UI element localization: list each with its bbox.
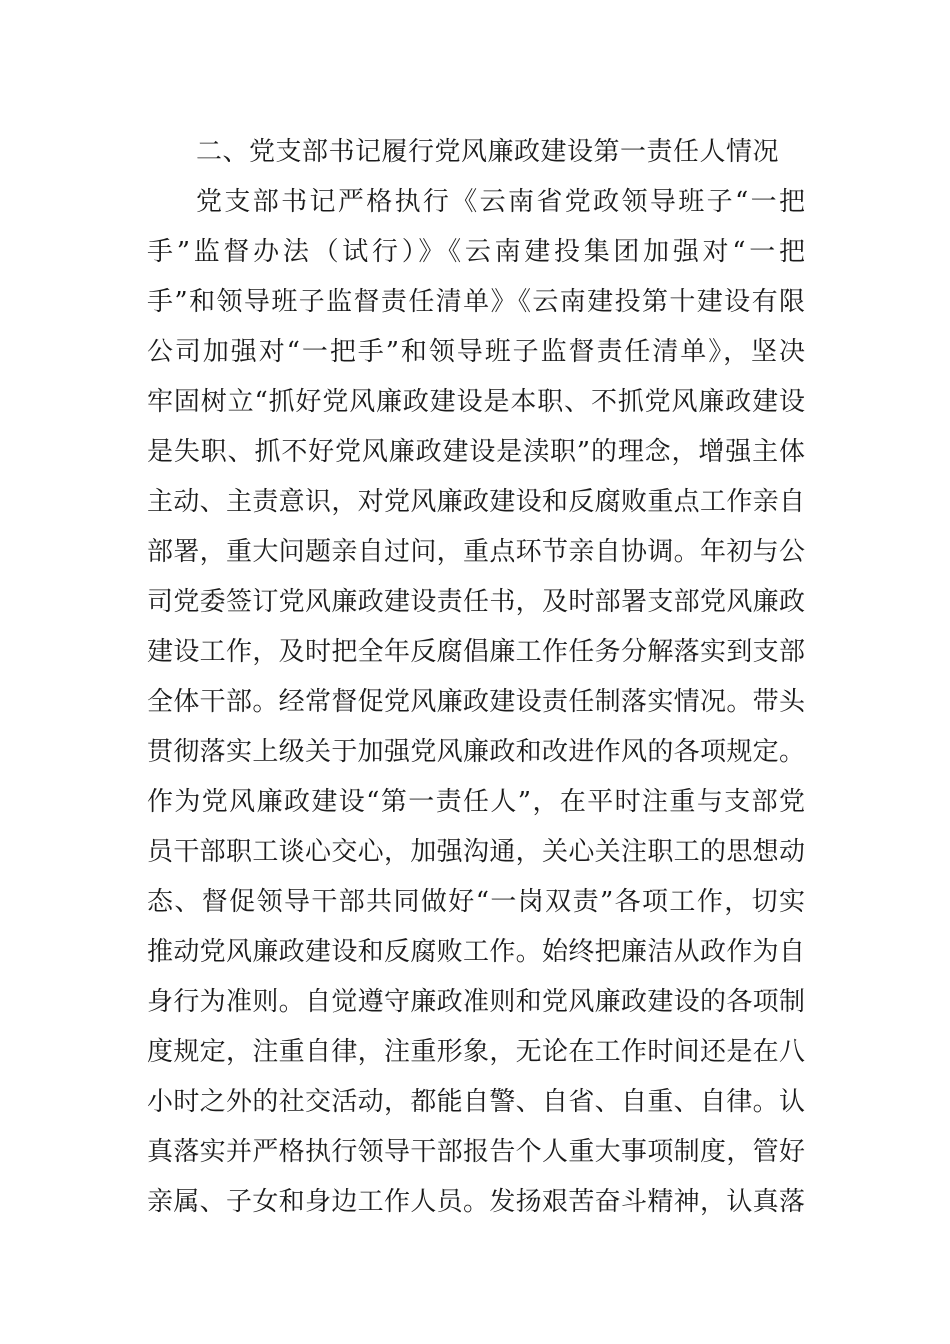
paragraph-line: 主动、主责意识，对党风廉政建设和反腐败重点工作亲自 bbox=[147, 487, 805, 517]
paragraph-line: 全体干部。经常督促党风廉政建设责任制落实情况。带头 bbox=[147, 687, 805, 717]
paragraph-line: 部署，重大问题亲自过问，重点环节亲自协调。年初与公 bbox=[147, 537, 805, 567]
paragraph-line: 度规定，注重自律，注重形象，无论在工作时间还是在八 bbox=[147, 1037, 805, 1067]
section-heading: 二、党支部书记履行党风廉政建设第一责任人情况 bbox=[196, 137, 780, 167]
paragraph-line: 亲属、子女和身边工作人员。发扬艰苦奋斗精神，认真落 bbox=[147, 1187, 805, 1217]
paragraph-line: 贯彻落实上级关于加强党风廉政和改进作风的各项规定。 bbox=[147, 737, 805, 767]
paragraph-line: 手”和领导班子监督责任清单》《云南建投第十建设有限 bbox=[147, 287, 805, 317]
paragraph-line: 公司加强对“一把手”和领导班子监督责任清单》，坚决 bbox=[147, 337, 805, 367]
paragraph-line: 员干部职工谈心交心，加强沟通，关心关注职工的思想动 bbox=[147, 837, 805, 867]
paragraph-line: 建设工作，及时把全年反腐倡廉工作任务分解落实到支部 bbox=[147, 637, 805, 667]
paragraph-line: 小时之外的社交活动，都能自警、自省、自重、自律。认 bbox=[147, 1087, 805, 1117]
paragraph-line: 司党委签订党风廉政建设责任书，及时部署支部党风廉政 bbox=[147, 587, 805, 617]
paragraph-line: 态、督促领导干部共同做好“一岗双责”各项工作，切实 bbox=[147, 887, 805, 917]
paragraph-line: 手”监督办法（试行）》《云南建投集团加强对“一把 bbox=[147, 237, 805, 267]
paragraph-line: 身行为准则。自觉遵守廉政准则和党风廉政建设的各项制 bbox=[147, 987, 805, 1017]
paragraph-line: 党支部书记严格执行《云南省党政领导班子“一把 bbox=[196, 187, 805, 217]
paragraph-line: 真落实并严格执行领导干部报告个人重大事项制度，管好 bbox=[147, 1137, 805, 1167]
paragraph-line: 作为党风廉政建设“第一责任人”，在平时注重与支部党 bbox=[147, 787, 805, 817]
paragraph-line: 是失职、抓不好党风廉政建设是渎职”的理念，增强主体 bbox=[147, 437, 805, 467]
paragraph-line: 牢固树立“抓好党风廉政建设是本职、不抓党风廉政建设 bbox=[147, 387, 805, 417]
paragraph-line: 推动党风廉政建设和反腐败工作。始终把廉洁从政作为自 bbox=[147, 937, 805, 967]
